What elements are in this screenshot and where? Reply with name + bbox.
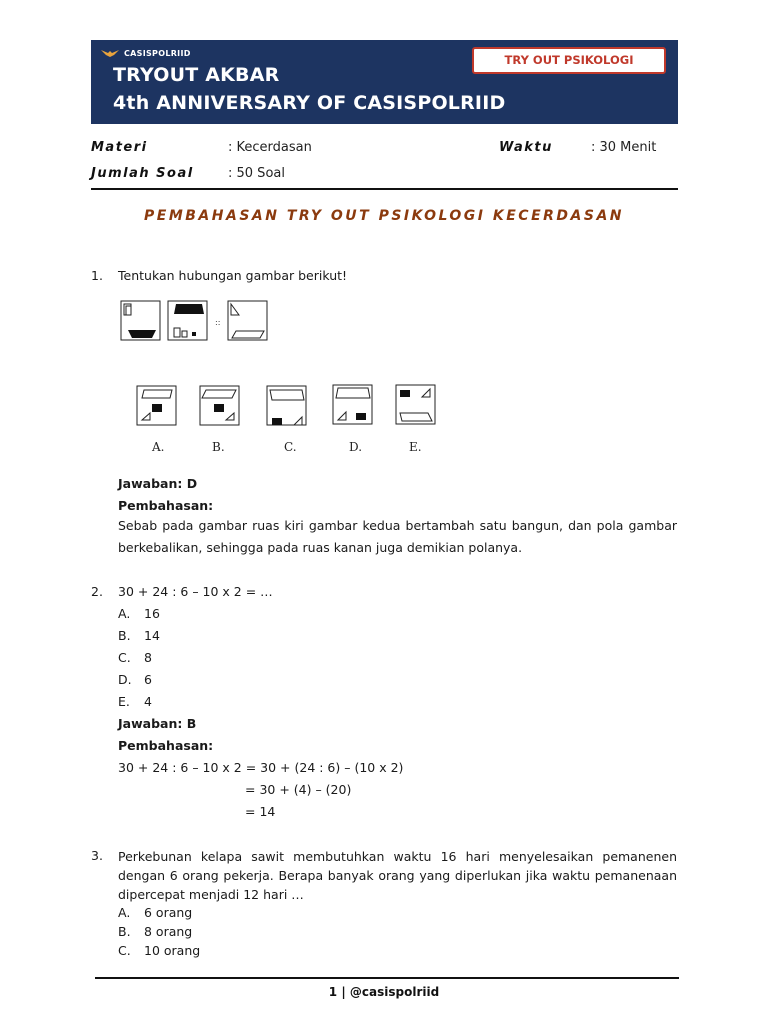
q2-option-c-value: 8 <box>144 650 152 665</box>
q3-text: Perkebunan kelapa sawit membutuhkan waktu 16 hari menyelesaikan pemanenen dengan 6 orang pekerja. Berapa banyak orang yang diperlukan jika waktu pemanenaan dipercepat menjadi 12 hari … <box>118 849 677 902</box>
q1-option-a-label: A. <box>152 440 165 454</box>
q2-option-b-value: 14 <box>144 628 160 643</box>
q2-text: 30 + 24 : 6 – 10 x 2 = … <box>118 584 273 599</box>
q2-option-c-letter: C. <box>118 650 131 665</box>
q1-options-figure <box>130 380 450 432</box>
q1-option-b-label: B. <box>212 440 225 454</box>
footer-page-info: 1 | @casispolriid <box>328 985 440 999</box>
q1-question-figure <box>118 298 278 344</box>
tryout-badge: TRY OUT PSIKOLOGI <box>472 47 666 74</box>
banner-title-line2: 4th ANNIVERSARY OF CASISPOLRIID <box>113 92 506 114</box>
header-banner <box>91 40 678 124</box>
brand <box>101 48 191 58</box>
footer-divider <box>95 977 679 979</box>
q1-option-c-figure <box>267 386 306 425</box>
q1-option-e-figure <box>396 385 435 424</box>
q1-option-c-label: C. <box>284 440 297 454</box>
q2-answer: Jawaban: B <box>118 716 197 731</box>
q3-option-b-value: 8 orang <box>144 924 193 939</box>
q2-step-1: 30 + 24 : 6 – 10 x 2 = 30 + (24 : 6) – (10 x 2) <box>118 760 404 775</box>
q1-figure-separator: :: <box>215 318 221 327</box>
q2-option-d-value: 6 <box>144 672 152 687</box>
q1-text: Tentukan hubungan gambar berikut! <box>118 268 348 283</box>
header-divider <box>91 188 678 190</box>
q1-figure-box-2 <box>168 301 207 340</box>
q1-option-d-label: D. <box>349 440 363 454</box>
q2-step-3: = 14 <box>245 804 276 819</box>
q1-answer: Jawaban: D <box>118 476 198 491</box>
q2-option-b-letter: B. <box>118 628 131 643</box>
q1-explanation: Sebab pada gambar ruas kiri gambar kedua bertambah satu bangun, dan pola gambar berkebalikan, sehingga pada ruas kanan juga demikian polanya. <box>118 518 677 555</box>
q2-option-d-letter: D. <box>118 672 132 687</box>
q1-figure-box-3 <box>228 301 267 340</box>
materi-label: Materi <box>91 140 148 155</box>
q3-option-b-letter: B. <box>118 924 131 939</box>
q2-option-a-value: 16 <box>144 606 160 621</box>
jumlah-soal-label: Jumlah Soal <box>91 166 194 181</box>
q2-option-a-letter: A. <box>118 606 131 621</box>
q1-option-a-figure <box>137 386 176 425</box>
q1-option-b-figure <box>200 386 239 425</box>
q3-option-c-letter: C. <box>118 943 131 958</box>
q2-option-e-value: 4 <box>144 694 152 709</box>
q1-explanation-label: Pembahasan: <box>118 498 214 513</box>
q2-step-2: = 30 + (4) – (20) <box>245 782 352 797</box>
q3-option-c-value: 10 orang <box>144 943 201 958</box>
eagle-logo-icon <box>101 48 119 58</box>
q1-figure-box-1 <box>121 301 160 340</box>
q1-number: 1. <box>91 268 103 283</box>
q1-option-d-figure <box>333 385 372 424</box>
section-title: PEMBAHASAN TRY OUT PSIKOLOGI KECERDASAN <box>144 208 624 224</box>
waktu-value: : 30 Menit <box>591 140 657 155</box>
q3-option-a-letter: A. <box>118 905 131 920</box>
q1-option-e-label: E. <box>409 440 422 454</box>
q2-explanation-label: Pembahasan: <box>118 738 214 753</box>
jumlah-soal-value: : 50 Soal <box>228 166 285 181</box>
waktu-label: Waktu <box>499 140 553 155</box>
materi-value: : Kecerdasan <box>228 140 312 155</box>
q3-number: 3. <box>91 848 103 863</box>
banner-title-line1: TRYOUT AKBAR <box>113 64 280 86</box>
q2-option-e-letter: E. <box>118 694 130 709</box>
brand-name: CASISPOLRIID <box>124 48 191 58</box>
q3-option-a-value: 6 orang <box>144 905 193 920</box>
q2-number: 2. <box>91 584 103 599</box>
